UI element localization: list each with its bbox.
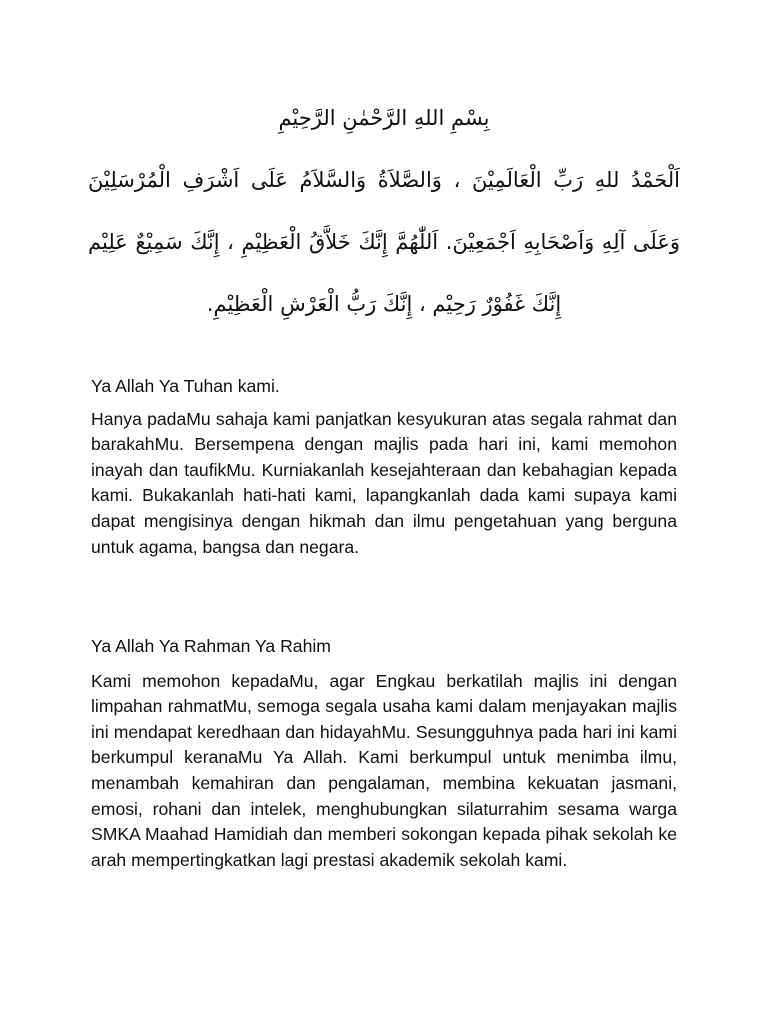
- section1-heading: Ya Allah Ya Tuhan kami.: [91, 375, 280, 396]
- arabic-opening-prayer: [88, 96, 680, 344]
- section2-paragraph: Kami memohon kepadaMu, agar Engkau berkatilah majlis ini dengan limpahan rahmatMu, semoga segala usaha kami dalam menjayakan majlis ini mendapat keredhaan dan hidayahMu. Sesungguhnya pada hari ini kami berkumpul keranaMu Ya Allah. Kami berkumpul untuk menimba ilmu, menambah kemahiran dan pengalaman, membina kekuatan jasmani, emosi, rohani dan intelek, menghubungkan silaturrahim sesama warga SMKA Maahad Hamidiah dan memberi sokongan kepada pihak sekolah ke arah mempertingkatkan lagi prestasi akademik sekolah kami.: [91, 670, 677, 870]
- section1-paragraph: Hanya padaMu sahaja kami panjatkan kesyukuran atas segala rahmat dan barakahMu. Bersempena dengan majlis pada hari ini, kami memohon inayah dan taufikMu. Kurniakanlah kesejahteraan dan kebahagian kepada kami. Bukakanlah hati-hati kami, lapangkanlah dada kami supaya kami dapat mengisinya dengan hikmah dan ilmu pengetahuan yang berguna untuk agama, bangsa dan negara.: [91, 408, 677, 557]
- arabic-closing-line: إِنَّكَ غَفُوْرٌ رَحِيْم ، إِنَّكَ رَبُّ الْعَرْشِ الْعَظِيْمِ.: [206, 292, 562, 316]
- arabic-salawat-line: وَعَلَى آلِهِ وَاَصْحَابِهِ اَجْمَعِيْنَ. اَللّٰهُمَّ إِنَّكَ خَلاَّقُ الْعَظِيْمِ ، إِنَّكَ سَمِيْعٌ عَلِيْم: [88, 230, 680, 254]
- section2-heading: Ya Allah Ya Rahman Ya Rahim: [91, 635, 331, 656]
- arabic-basmalah-line: بِسْمِ اللهِ الرَّحْمٰنِ الرَّحِيْمِ: [278, 106, 490, 130]
- arabic-hamdalah-line: اَلْحَمْدُ للهِ رَبِّ الْعَالَمِيْنَ ، وَالصَّلاَةُ وَالسَّلاَمُ عَلَى اَشْرَفِ الْمُرْسَلِيْنَ: [88, 168, 680, 192]
